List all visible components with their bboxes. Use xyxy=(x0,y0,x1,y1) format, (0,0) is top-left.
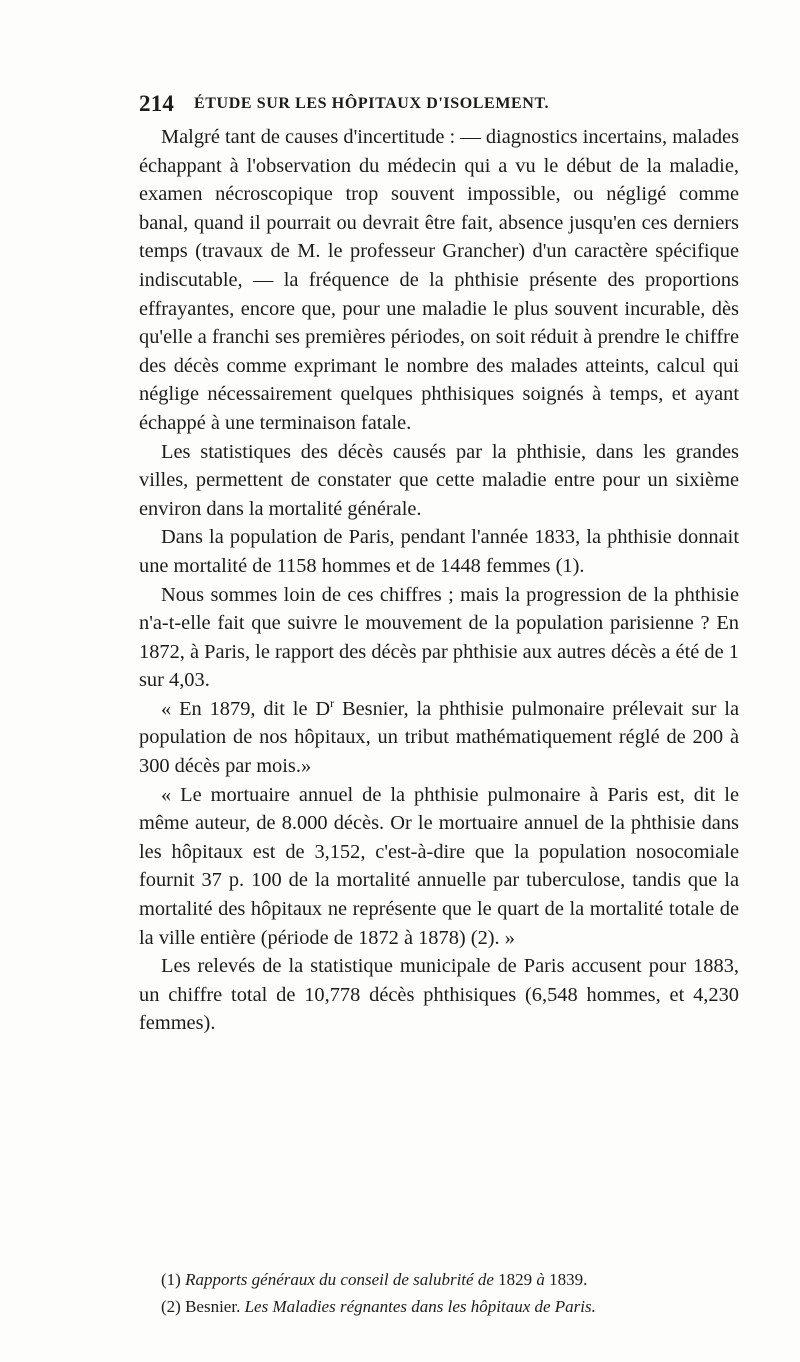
footnote-1-year-start: 1829 xyxy=(493,1270,537,1289)
footnote-2 xyxy=(139,1293,759,1320)
footnote-2-title: Les Maladies régnantes dans les hôpitaux de Paris. xyxy=(244,1297,596,1316)
footnotes xyxy=(139,1266,759,1320)
running-title: ÉTUDE SUR LES HÔPITAUX D'ISOLEMENT. xyxy=(194,95,550,112)
footnote-2-number: (2) xyxy=(161,1297,186,1316)
doctor-abbrev-sup: r xyxy=(330,696,335,711)
paragraph-municipal-stats: Les relevés de la statistique municipale de Paris accusent pour 1883, un chiffre total de 10,778 décès phthisiques (6,548 hommes, et 4,230 femmes). xyxy=(139,955,739,1035)
footnote-2-author: Besnier. xyxy=(185,1297,245,1316)
footnote-1-a: à xyxy=(536,1270,545,1289)
footnote-1-number: (1) xyxy=(161,1270,186,1289)
quote-besnier xyxy=(139,695,739,781)
quote-besnier-end: Besnier, la phthisie pulmonaire prélevait sur la population de nos hôpitaux, un tribut mathématiquement réglé de 200 à 300 décès par mois.» xyxy=(139,697,739,778)
paragraph-1: Malgré tant de causes d'incertitude : — diagnostics incertains, malades échappant à l'observation du médecin qui a vu le début de la maladie, examen nécroscopique trop souvent impossible, ou négligé comme banal, quand il pourrait ou devrait être fait, absence jusqu'en ces derniers temps (travaux de M. le professeur Grancher) d'un caractère spécifique indiscutable, — la fréquence de la phthisie présente des proportions effrayantes, encore que, pour une maladie le plus souvent incurable, dès qu'elle a franchi ses premières périodes, on soit réduit à prendre le chiffre des décès comme exprimant le nombre des malades atteints, calcul qui néglige nécessairement quelques phthisiques soignés à temps, et ayant échappé à une terminaison fatale. xyxy=(139,126,739,434)
paragraph-2: Les statistiques des décès causés par la phthisie, dans les grandes villes, permettent de constater que cette maladie entre pour un sixième environ dans la mortalité générale. xyxy=(139,440,739,520)
paragraph-3: Dans la population de Paris, pendant l'année 1833, la phthisie donnait une mortalité de 1158 hommes et de 1448 femmes (1). xyxy=(139,526,739,577)
page-number: 214 xyxy=(139,91,175,116)
footnote-1 xyxy=(139,1266,759,1293)
body-text xyxy=(139,123,739,1038)
quote-besnier-start: « En 1879, dit le D xyxy=(161,697,331,720)
quote-mortuaire: « Le mortuaire annuel de la phthisie pulmonaire à Paris est, dit le même auteur, de 8.000 décès. Or le mortuaire annuel de la phthisie dans les hôpitaux est de 3,152, c'est-à-dire que la population nosocomiale fournit 37 p. 100 de la mortalité annuelle par tuberculose, tandis que la mortalité des hôpitaux ne représente que le quart de la mortalité totale de la ville entière (période de 1872 à 1878) (2). » xyxy=(139,783,739,949)
footnote-1-title: Rapports généraux du conseil de salubrité de xyxy=(185,1270,494,1289)
paragraph-4: Nous sommes loin de ces chiffres ; mais la progression de la phthisie n'a-t-elle fait que suivre le mouvement de la population parisienne ? En 1872, à Paris, le rapport des décès par phthisie aux autres décès a été de 1 sur 4,03. xyxy=(139,583,739,692)
footnote-1-year-end: 1839. xyxy=(544,1270,588,1289)
